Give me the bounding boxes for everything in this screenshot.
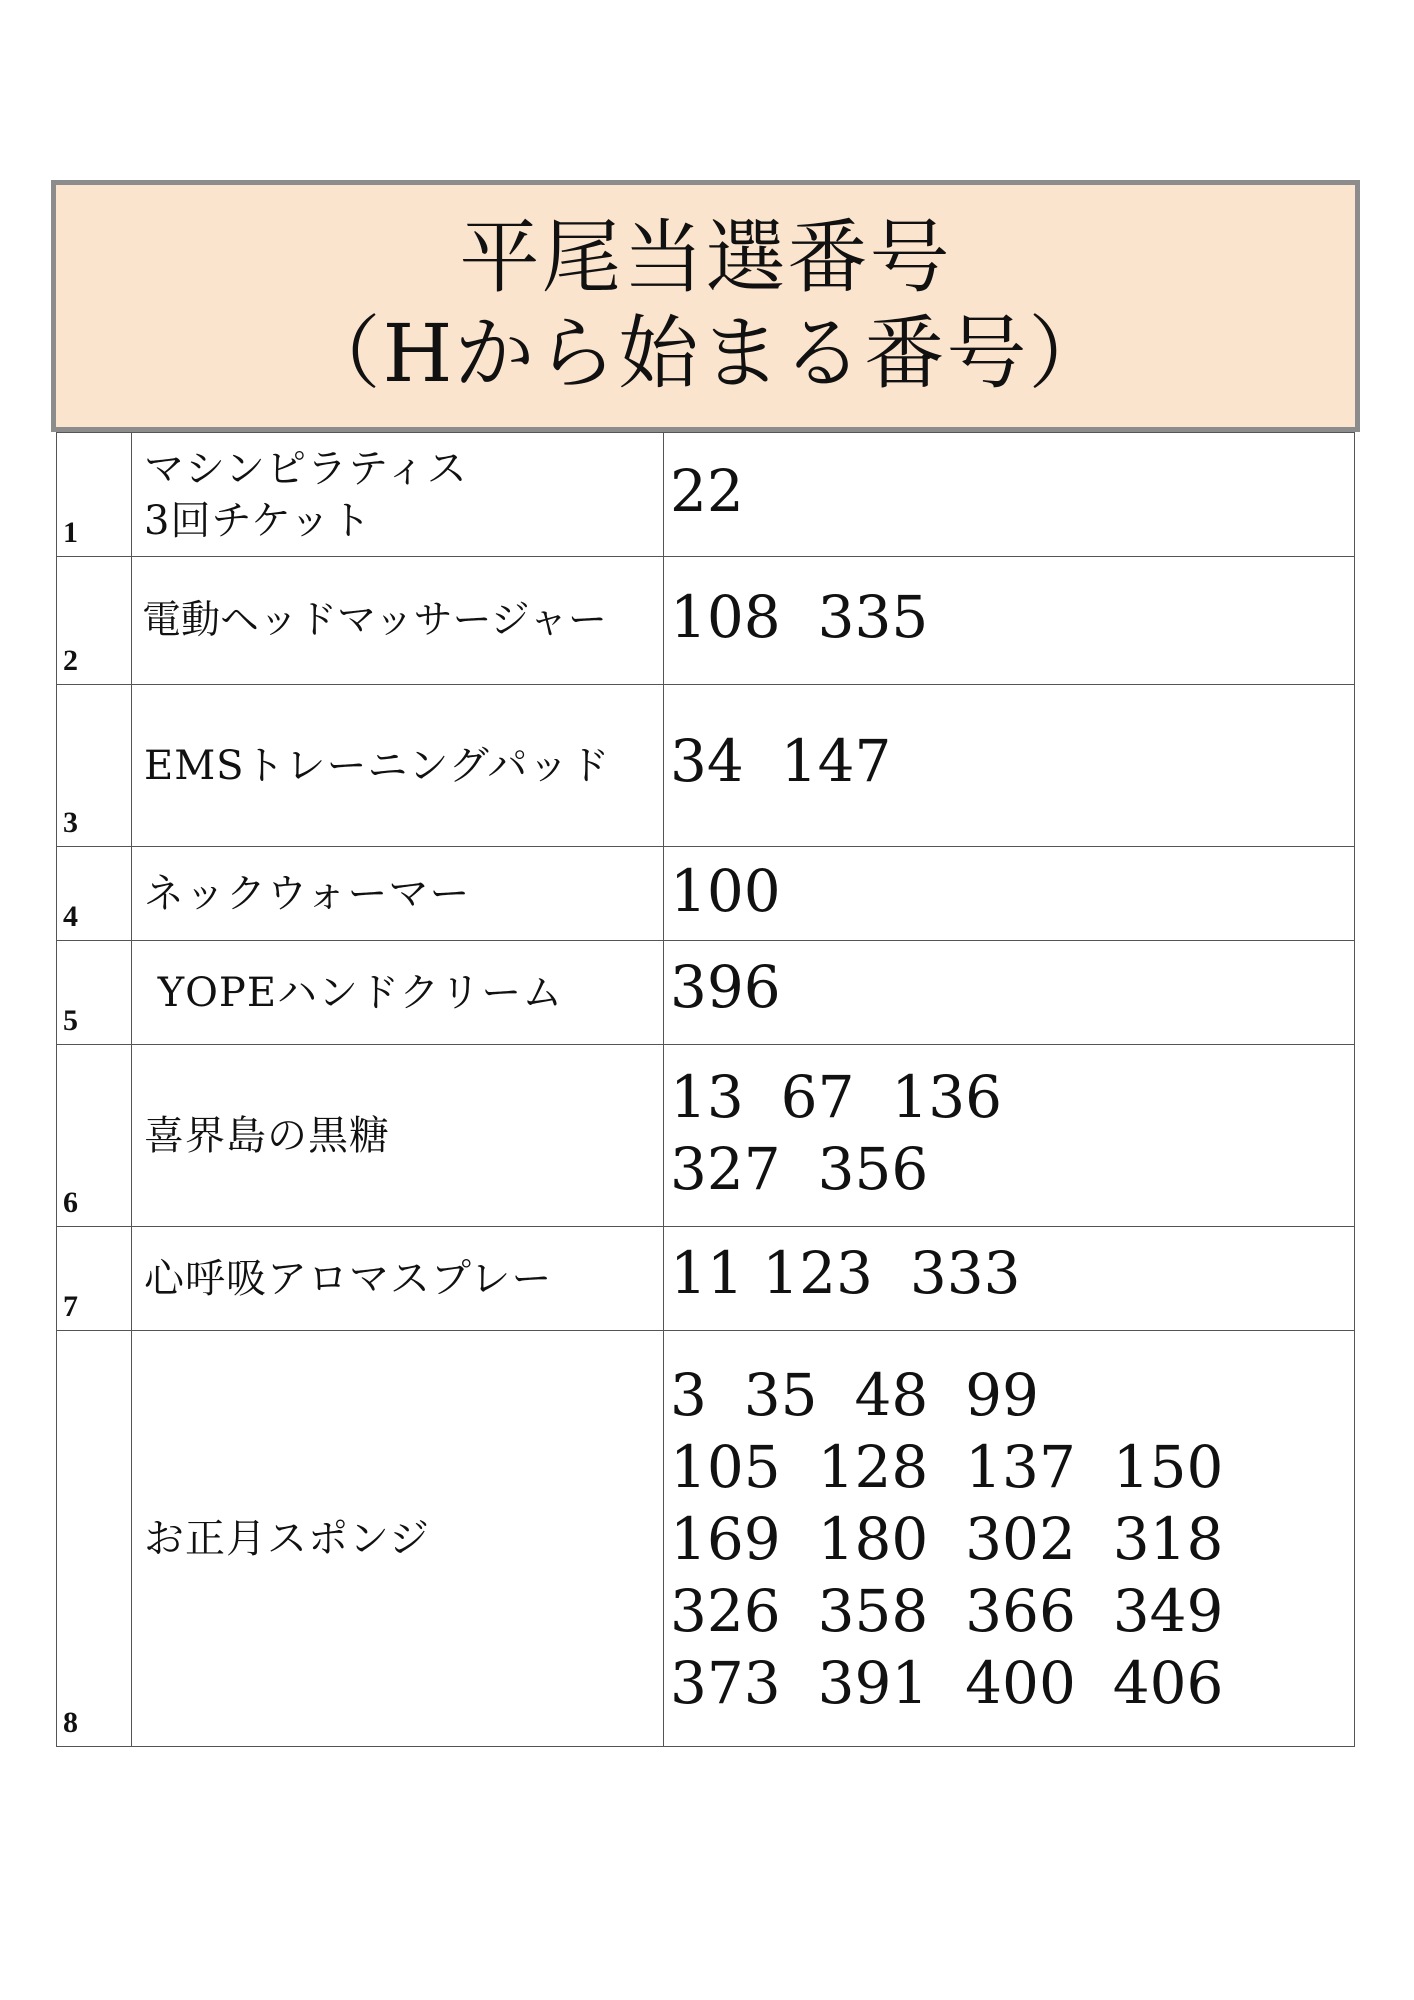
winning-numbers: 396 — [670, 953, 781, 1021]
winning-numbers-cell — [664, 1045, 1355, 1227]
row-number-cell — [57, 433, 132, 557]
row-number: 5 — [63, 1004, 78, 1037]
winning-numbers: 13 67 136 327 356 — [670, 1063, 1003, 1203]
prize-name: EMSトレーニングパッド — [144, 742, 611, 789]
winning-numbers: 11 123 333 — [670, 1239, 1021, 1307]
row-number-cell — [57, 941, 132, 1045]
page-title: 平尾当選番号 — [459, 211, 952, 304]
table-row — [57, 1227, 1355, 1331]
row-number: 6 — [63, 1186, 78, 1219]
winning-numbers-cell — [664, 941, 1355, 1045]
prize-name: YOPEハンドクリーム — [144, 969, 564, 1016]
winning-numbers-cell — [664, 433, 1355, 557]
prize-name: 心呼吸アロマスプレー — [144, 1255, 553, 1302]
table-row — [57, 1331, 1355, 1747]
winning-numbers-cell — [664, 685, 1355, 847]
prize-name-cell — [132, 847, 664, 941]
table-row — [57, 941, 1355, 1045]
row-number-cell — [57, 1331, 132, 1747]
row-number-cell — [57, 685, 132, 847]
winning-numbers: 22 — [670, 457, 744, 525]
title-banner — [51, 180, 1360, 432]
prize-name-cell — [132, 1227, 664, 1331]
prize-name: マシンピラティス 3回チケット — [144, 445, 468, 544]
winning-numbers: 100 — [670, 857, 781, 925]
row-number: 2 — [63, 644, 78, 677]
prize-name: 喜界島の黒糖 — [144, 1112, 390, 1159]
page-subtitle: （Hから始まる番号） — [300, 307, 1111, 400]
prize-name-cell — [132, 1045, 664, 1227]
row-number: 7 — [63, 1290, 78, 1323]
winning-numbers-cell — [664, 847, 1355, 941]
table-row — [57, 685, 1355, 847]
prize-name-cell — [132, 1331, 664, 1747]
prize-name-cell — [132, 685, 664, 847]
prize-name: ネックウォーマー — [144, 870, 471, 917]
winning-numbers: 34 147 — [670, 727, 892, 795]
prize-table — [56, 432, 1355, 1747]
row-number-cell — [57, 1227, 132, 1331]
prize-name-cell — [132, 433, 664, 557]
prize-name: 電動ヘッドマッサージャー — [142, 597, 607, 643]
row-number: 3 — [63, 806, 78, 839]
winning-numbers: 108 335 — [670, 583, 929, 651]
prize-name-cell — [132, 941, 664, 1045]
row-number: 4 — [63, 900, 78, 933]
row-number: 8 — [63, 1706, 78, 1739]
prize-name: お正月スポンジ — [144, 1515, 430, 1562]
row-number: 1 — [63, 516, 78, 549]
table-row — [57, 1045, 1355, 1227]
row-number-cell — [57, 847, 132, 941]
prize-name-cell — [132, 557, 664, 685]
row-number-cell — [57, 557, 132, 685]
table-row — [57, 847, 1355, 941]
row-number-cell — [57, 1045, 132, 1227]
winning-numbers: 3 35 48 99 105 128 137 150 169 180 302 318 326 358 366 349 373 391 400 406 — [670, 1361, 1224, 1717]
table-row — [57, 557, 1355, 685]
winning-numbers-cell — [664, 557, 1355, 685]
table-row — [57, 433, 1355, 557]
winning-numbers-cell — [664, 1331, 1355, 1747]
winning-numbers-cell — [664, 1227, 1355, 1331]
